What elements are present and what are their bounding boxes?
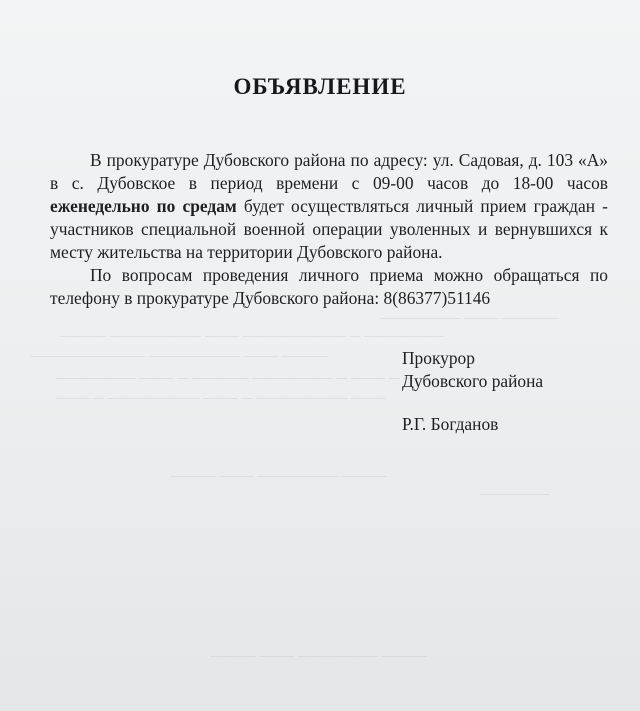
signature-name: Р.Г. Богданов — [402, 414, 499, 434]
document-body — [50, 149, 608, 310]
bleed-through-text: ———— ——————— ——— ———— — [170, 470, 387, 482]
bleed-through-text: ————— ——— ——————— — [380, 312, 559, 324]
signature-position: Прокурор — [402, 348, 475, 368]
bleed-through-text: ——————— — ————————— ——— ———————— ———— — [60, 330, 445, 342]
bleed-through-text: ——— ———————— — ——— ———————— — ——— — [55, 392, 385, 404]
paragraph-schedule-text-end: будет осуществляться личный прием граждан - участников специальной военной операции уволенных и вернувшихся к месту жительства на территории Дубовского района. — [50, 196, 608, 262]
signature-department: Дубовского района — [402, 371, 544, 391]
bleed-through-text: ——— — ——— — ——————— ————— — ——— ——————— — [55, 372, 438, 384]
bleed-through-text: ———— ——— ———————— —————————— — [30, 350, 328, 362]
bleed-through-text: ———— ——————— ——— ———— — [210, 650, 427, 662]
bleed-through-text: —————— — [480, 488, 549, 500]
paragraph-schedule — [50, 149, 608, 264]
schedule-emphasis: еженедельно по средам — [50, 196, 237, 216]
document-title: ОБЪЯВЛЕНИЕ — [233, 74, 407, 99]
paragraph-contact: По вопросам проведения личного приема можно обращаться по телефону в прокуратуре Дубовского района: 8(86377)51146 — [50, 265, 608, 308]
paragraph-schedule-text: В прокуратуре Дубовского района по адресу: ул. Садовая, д. 103 «А» в с. Дубовское в период времени с 09-00 часов до 18-00 часов — [50, 150, 608, 193]
